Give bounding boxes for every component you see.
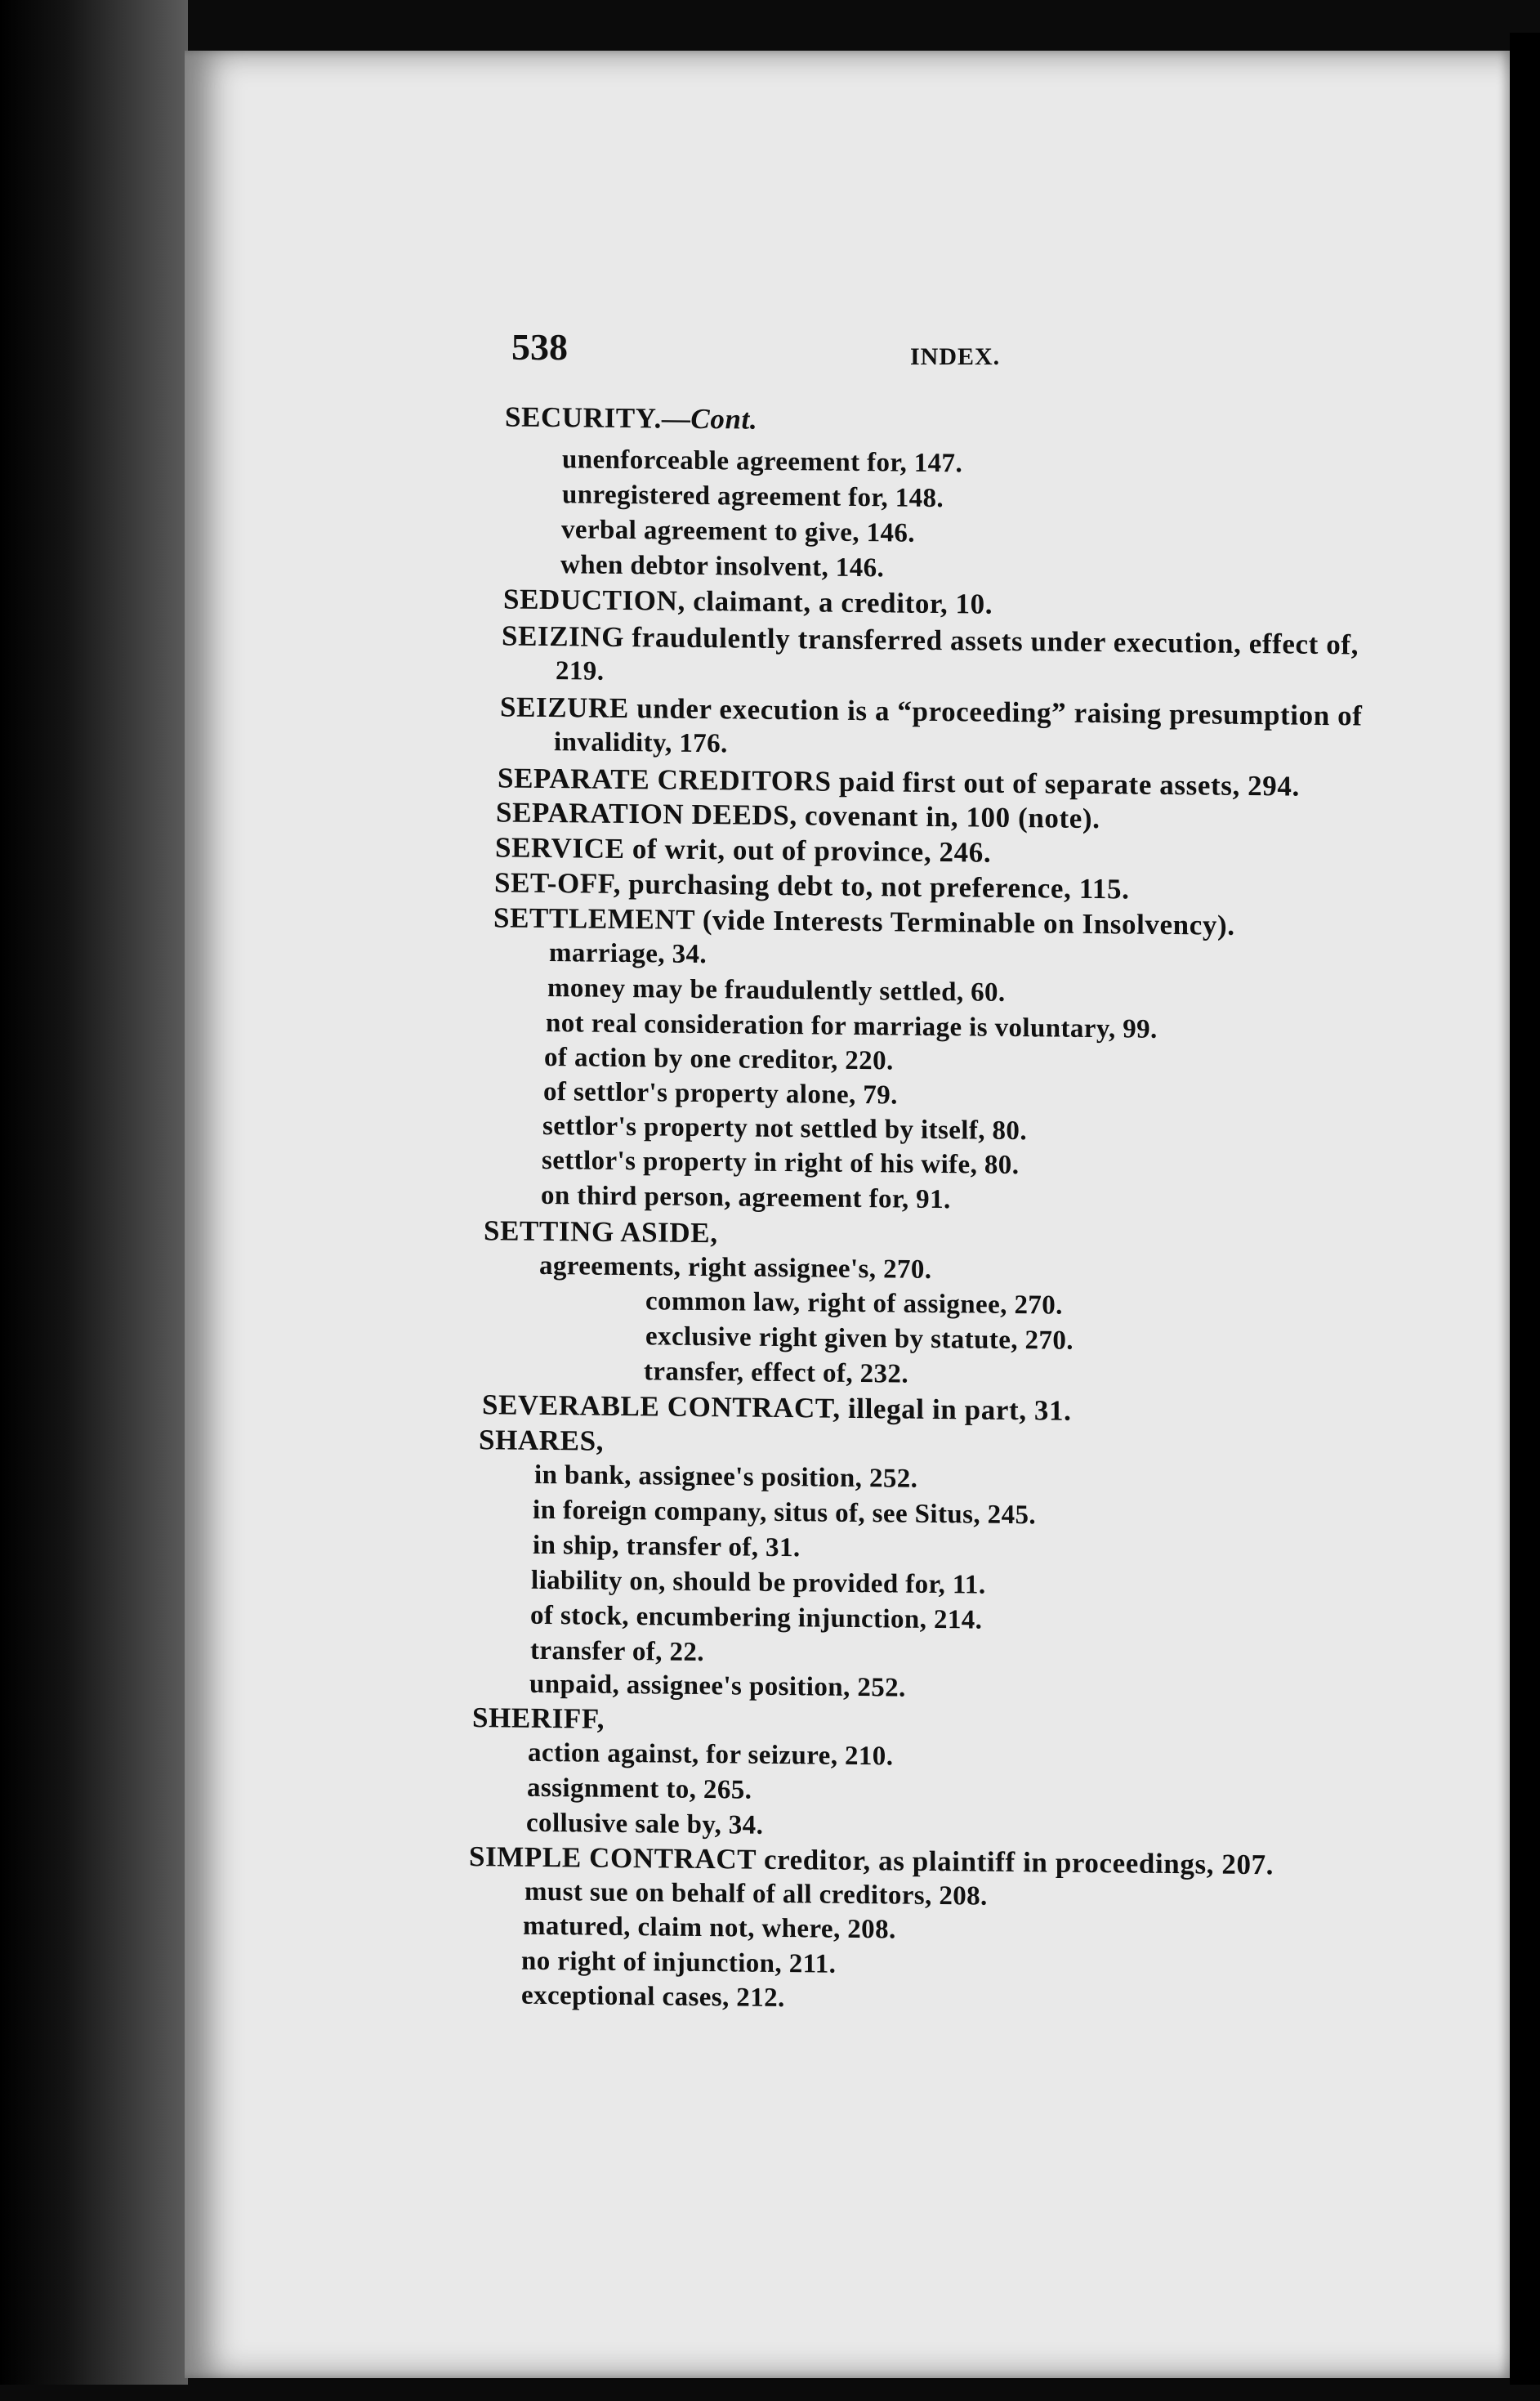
index-heading: SEPARATION DEEDS, covenant in, 100 (note). bbox=[496, 796, 1100, 835]
index-subsubentry: exclusive right given by statute, 270. bbox=[645, 1321, 1074, 1356]
index-heading: SEIZING fraudulently transferred assets under execution, effect of, bbox=[502, 619, 1359, 661]
index-subentry: when debtor insolvent, 146. bbox=[560, 550, 885, 583]
index-subentry: in ship, transfer of, 31. bbox=[533, 1530, 801, 1563]
index-heading: SEPARATE CREDITORS paid first out of separate assets, 294. bbox=[498, 762, 1300, 803]
index-subentry: in foreign company, situs of, see Situs, 245. bbox=[533, 1495, 1037, 1531]
index-heading: SEIZURE under execution is a “proceeding” raising presumption of bbox=[500, 691, 1363, 732]
index-subentry: unenforceable agreement for, 147. bbox=[562, 445, 963, 479]
index-subentry: on third person, agreement for, 91. bbox=[541, 1180, 951, 1215]
index-subentry: assignment to, 265. bbox=[527, 1773, 752, 1805]
index-subentry: exceptional cases, 212. bbox=[521, 1980, 785, 2014]
index-heading: SETTING ASIDE, bbox=[484, 1214, 718, 1250]
index-subentry: collusive sale by, 34. bbox=[526, 1808, 764, 1840]
index-subentry: liability on, should be provided for, 11. bbox=[531, 1565, 986, 1600]
index-subentry: action against, for seizure, 210. bbox=[528, 1737, 894, 1772]
index-heading: SEDUCTION, claimant, a creditor, 10. bbox=[503, 583, 993, 620]
index-subentry: of settlor's property alone, 79. bbox=[543, 1076, 898, 1111]
index-heading: SIMPLE CONTRACT creditor, as plaintiff in proceedings, 207. bbox=[469, 1840, 1274, 1881]
index-subentry: of action by one creditor, 220. bbox=[544, 1042, 894, 1076]
index-heading: SEVERABLE CONTRACT, illegal in part, 31. bbox=[482, 1388, 1072, 1427]
index-subentry: agreements, right assignee's, 270. bbox=[539, 1250, 932, 1285]
running-head: INDEX. bbox=[910, 343, 1001, 370]
index-subentry: matured, claim not, where, 208. bbox=[523, 1911, 896, 1945]
index-subentry: must sue on behalf of all creditors, 208. bbox=[524, 1876, 988, 1911]
index-subentry: settlor's property not settled by itself, 80. bbox=[542, 1111, 1027, 1147]
index-subentry: marriage, 34. bbox=[549, 938, 708, 970]
index-heading: SERVICE of writ, out of province, 246. bbox=[495, 831, 992, 869]
index-subentry: not real consideration for marriage is voluntary, 99. bbox=[546, 1008, 1158, 1044]
index-heading-security: SECURITY.—Cont. bbox=[505, 400, 758, 436]
index-subentry: unpaid, assignee's position, 252. bbox=[529, 1669, 906, 1703]
index-subentry: of stock, encumbering injunction, 214. bbox=[530, 1600, 983, 1635]
index-subentry: in bank, assignee's position, 252. bbox=[534, 1460, 918, 1494]
index-subentry: verbal agreement to give, 146. bbox=[561, 515, 915, 548]
index-subentry: no right of injunction, 211. bbox=[521, 1946, 837, 1979]
index-subentry: settlor's property in right of his wife, 80. bbox=[542, 1145, 1020, 1181]
index-heading: SHARES, bbox=[479, 1424, 605, 1457]
index-subentry: transfer of, 22. bbox=[530, 1635, 704, 1668]
index-subentry: money may be fraudulently settled, 60. bbox=[547, 973, 1006, 1008]
index-heading: SHERIFF, bbox=[472, 1701, 605, 1735]
index-continuation: 219. bbox=[556, 656, 605, 686]
index-continuation: invalidity, 176. bbox=[554, 727, 728, 759]
page-number: 538 bbox=[511, 326, 568, 368]
index-subsubentry: common law, right of assignee, 270. bbox=[645, 1286, 1063, 1321]
index-heading: SET-OFF, purchasing debt to, not preference, 115. bbox=[494, 866, 1130, 905]
index-subsubentry: transfer, effect of, 232. bbox=[644, 1357, 908, 1389]
index-heading: SETTLEMENT (vide Interests Terminable on Insolvency). bbox=[493, 901, 1235, 941]
index-subentry: unregistered agreement for, 148. bbox=[562, 480, 944, 514]
